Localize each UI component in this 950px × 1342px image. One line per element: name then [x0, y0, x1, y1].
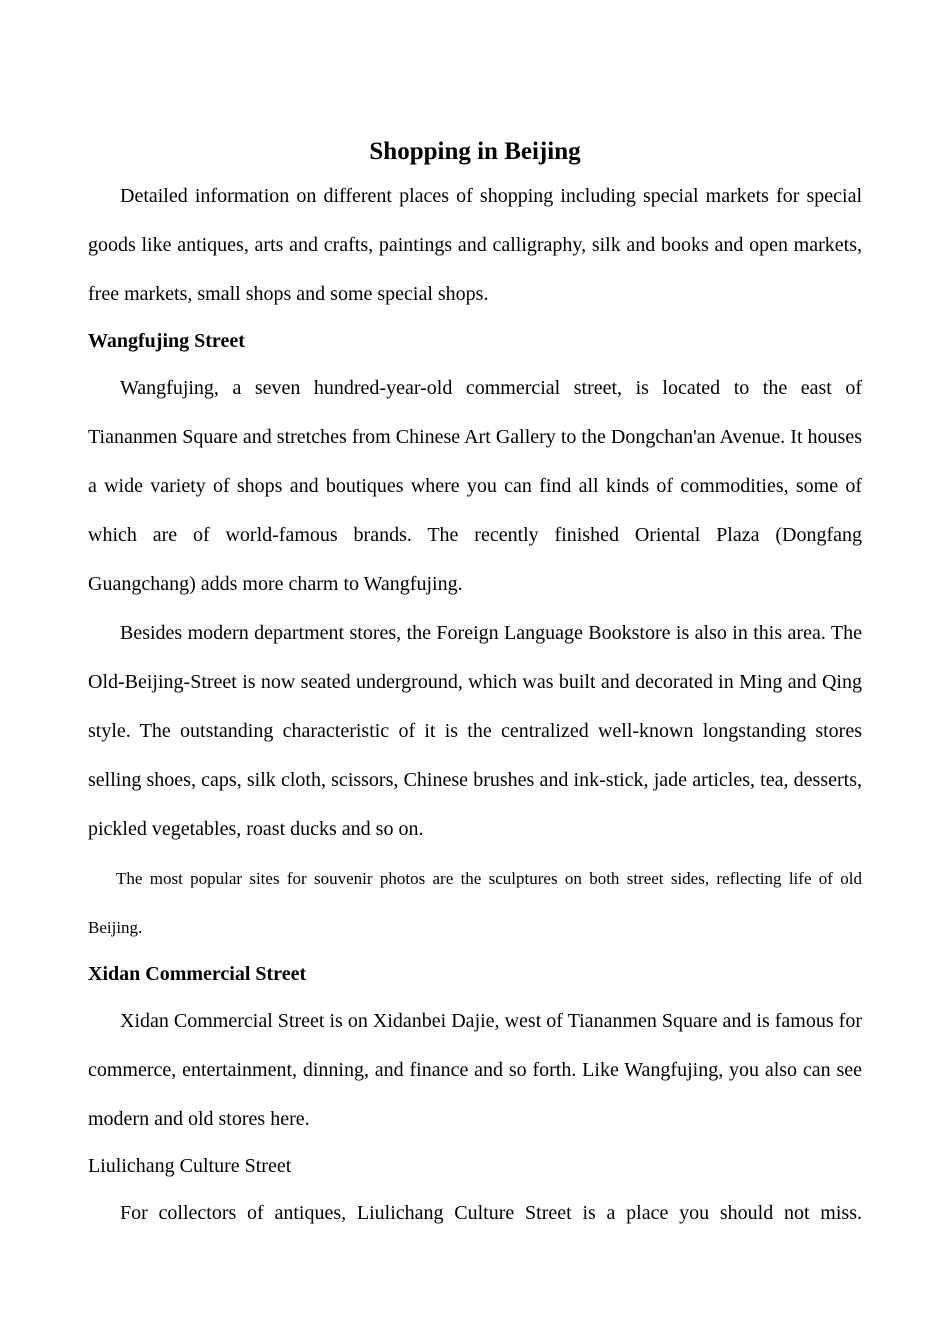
- paragraph: Xidan Commercial Street is on Xidanbei Dajie, west of Tiananmen Square and is famous for commerce, entertainment, dinning, and finance and so forth. Like Wangfujing, you also can see modern and old stores here.: [88, 1010, 862, 1130]
- intro-paragraph: Detailed information on different places of shopping including special markets for special goods like antiques, arts and crafts, paintings and calligraphy, silk and books and open markets, free markets, small shops and some special shops.: [88, 185, 862, 305]
- paragraph: Wangfujing, a seven hundred-year-old commercial street, is located to the east of Tiananmen Square and stretches from Chinese Art Gallery to the Dongchan'an Avenue. It houses a wide variety of shops and boutiques where you can find all kinds of commodities, some of which are of world-famous brands. The recently finished Oriental Plaza (Dongfang Guangchang) adds more charm to Wangfujing.: [88, 377, 862, 595]
- section-heading-xidan: Xidan Commercial Street: [88, 963, 307, 985]
- paragraph: Besides modern department stores, the Foreign Language Bookstore is also in this area. The Old-Beijing-Street is now seated underground, which was built and decorated in Ming and Qing style. The outstanding characteristic of it is the centralized well-known longstanding stores selling shoes, caps, silk cloth, scissors, Chinese brushes and ink-stick, jade articles, tea, desserts, pickled vegetables, roast ducks and so on.: [88, 622, 862, 840]
- paragraph: The most popular sites for souvenir photos are the sculptures on both street sides, reflecting life of old Beijing.: [88, 869, 862, 937]
- document-title: Shopping in Beijing: [369, 138, 581, 165]
- section-heading-wangfujing: Wangfujing Street: [88, 330, 245, 352]
- paragraph: For collectors of antiques, Liulichang Culture Street is a place you should not miss.: [120, 1202, 862, 1224]
- section-heading-liulichang: Liulichang Culture Street: [88, 1155, 292, 1177]
- document-page: [88, 132, 862, 1238]
